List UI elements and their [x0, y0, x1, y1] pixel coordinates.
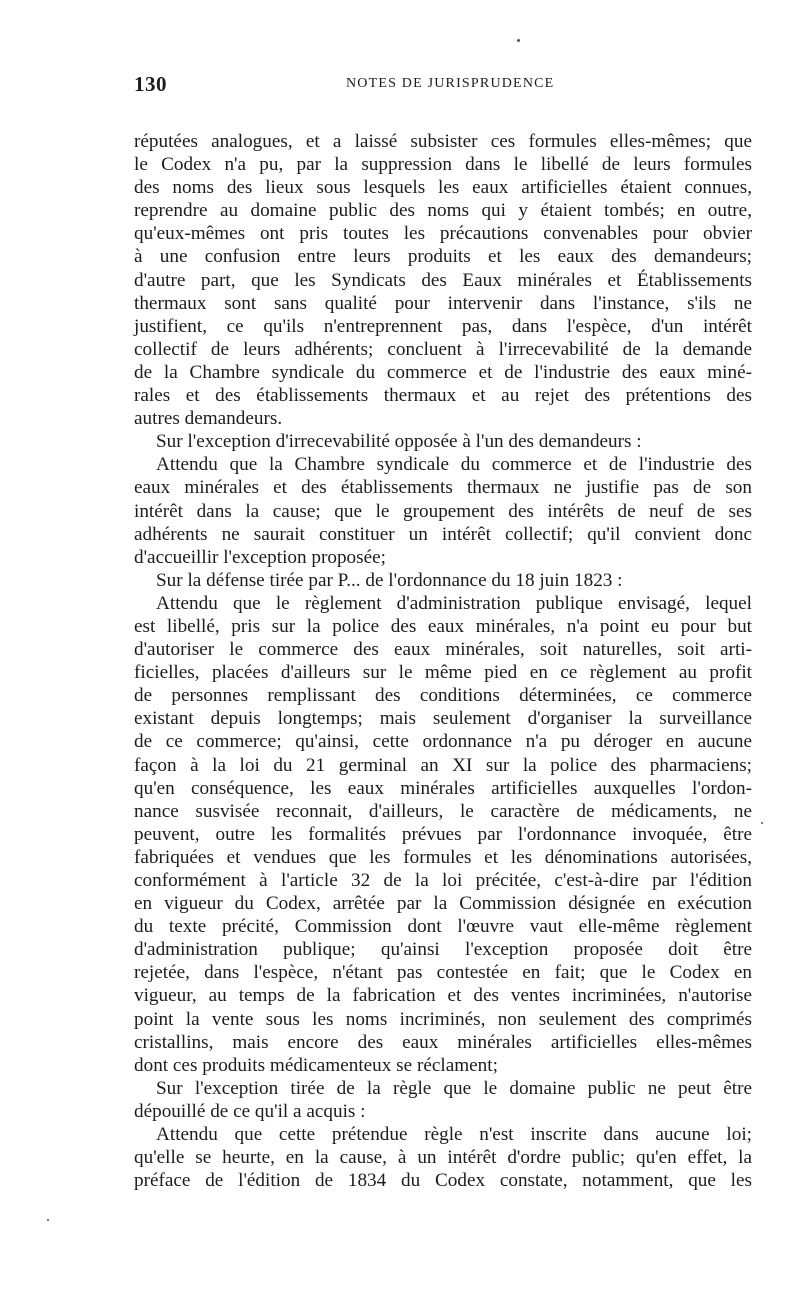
- text-line: collectif de leurs adhérents; concluent à l'irrecevabilité de la demande: [134, 338, 752, 360]
- text-line: des noms des lieux sous lesquels les eaux artificielles étaient connues,: [134, 177, 752, 199]
- text-line: eaux minérales et des établissements thermaux ne justifie pas de son: [134, 477, 752, 499]
- scan-speck: [517, 39, 520, 42]
- text-line: dont ces produits médicamenteux se réclament;: [134, 1054, 498, 1076]
- text-line: Sur la défense tirée par P... de l'ordonnance du 18 juin 1823 :: [156, 569, 623, 591]
- text-line: Attendu que la Chambre syndicale du commerce et de l'industrie des: [156, 454, 752, 476]
- scan-speck: [47, 1219, 49, 1221]
- text-line: reprendre au domaine public des noms qui y étaient tombés; en outre,: [134, 200, 752, 222]
- text-line: fabriquées et vendues que les formules et les dénominations autorisées,: [134, 846, 752, 868]
- text-line: en vigueur du Codex, arrêtée par la Commission désignée en exécution: [134, 893, 752, 915]
- text-line: dépouillé de ce qu'il a acquis :: [134, 1100, 366, 1122]
- text-line: Attendu que le règlement d'administration publique envisagé, lequel: [156, 592, 752, 614]
- text-line: réputées analogues, et a laissé subsister ces formules elles-mêmes; que: [134, 131, 752, 152]
- text-line: qu'en conséquence, les eaux minérales artificielles auxquelles l'ordon-: [134, 777, 752, 799]
- text-line: nance susvisée reconnait, d'ailleurs, le caractère de médicaments, ne: [134, 800, 752, 822]
- scan-speck: [761, 822, 763, 824]
- text-line: Sur l'exception d'irrecevabilité opposée à l'un des demandeurs :: [156, 431, 642, 453]
- text-line: justifient, ce qu'ils n'entreprennent pas, dans l'espèce, d'un intérêt: [134, 315, 752, 337]
- text-line: le Codex n'a pu, par la suppression dans le libellé de leurs formules: [134, 154, 752, 176]
- text-line: préface de l'édition de 1834 du Codex constate, notamment, que les: [134, 1170, 752, 1192]
- text-line: Sur l'exception tirée de la règle que le domaine public ne peut être: [156, 1077, 752, 1099]
- text-line: d'accueillir l'exception proposée;: [134, 546, 386, 568]
- text-line: ficielles, placées d'ailleurs sur le même pied en ce règlement au profit: [134, 662, 752, 684]
- text-line: qu'elle se heurte, en la cause, à un intérêt d'ordre public; qu'en effet, la: [134, 1147, 752, 1169]
- text-line: existant depuis longtemps; mais seulement d'organiser la surveillance: [134, 708, 752, 730]
- text-line: de personnes remplissant des conditions déterminées, ce commerce: [134, 685, 752, 707]
- text-line: autres demandeurs.: [134, 408, 283, 430]
- text-line: à une confusion entre leurs produits et les eaux des demandeurs;: [134, 246, 752, 268]
- text-line: façon à la loi du 21 germinal an XI sur la police des pharmaciens;: [134, 754, 752, 776]
- text-line: rales et des établissements thermaux et au rejet des prétentions des: [134, 385, 752, 407]
- text-line: intérêt dans la cause; que le groupement des intérêts de neuf de ses: [134, 500, 752, 522]
- text-line: Attendu que cette prétendue règle n'est inscrite dans aucune loi;: [156, 1124, 752, 1146]
- text-line: rejetée, dans l'espèce, n'étant pas contestée en fait; que le Codex en: [134, 962, 752, 984]
- text-line: est libellé, pris sur la police des eaux minérales, n'a point eu pour but: [134, 615, 752, 637]
- text-line: de la Chambre syndicale du commerce et de l'industrie des eaux miné-: [134, 361, 752, 383]
- text-line: thermaux sont sans qualité pour intervenir dans l'instance, s'ils ne: [134, 292, 752, 314]
- page-number: 130: [134, 72, 167, 96]
- text-line: conformément à l'article 32 de la loi précitée, c'est-à-dire par l'édition: [134, 870, 752, 891]
- text-line: de ce commerce; qu'ainsi, cette ordonnance n'a pu déroger en aucune: [134, 731, 752, 753]
- running-title: NOTES DE JURISPRUDENCE: [346, 76, 555, 91]
- text-line: d'administration publique; qu'ainsi l'exception proposée doit être: [134, 939, 752, 961]
- text-line: d'autre part, que les Syndicats des Eaux minérales et Établissements: [134, 269, 752, 291]
- text-line: d'autoriser le commerce des eaux minérales, soit naturelles, soit arti-: [134, 639, 752, 661]
- text-line: qu'eux-mêmes ont pris toutes les précautions convenables pour obvier: [134, 223, 752, 245]
- text-line: peuvent, outre les formalités prévues par l'ordonnance invoquée, être: [134, 823, 752, 845]
- text-line: du texte précité, Commission dont l'œuvre vaut elle-même règlement: [134, 916, 752, 938]
- body-text: [134, 130, 752, 1192]
- text-line: vigueur, au temps de la fabrication et des ventes incriminées, n'autorise: [134, 985, 752, 1007]
- text-line: cristallins, mais encore des eaux minérales artificielles elles-mêmes: [134, 1031, 752, 1053]
- text-line: point la vente sous les noms incriminés, non seulement des comprimés: [134, 1008, 752, 1030]
- page-header: [134, 72, 752, 100]
- text-line: adhérents ne saurait constituer un intérêt collectif; qu'il convient donc: [134, 523, 752, 545]
